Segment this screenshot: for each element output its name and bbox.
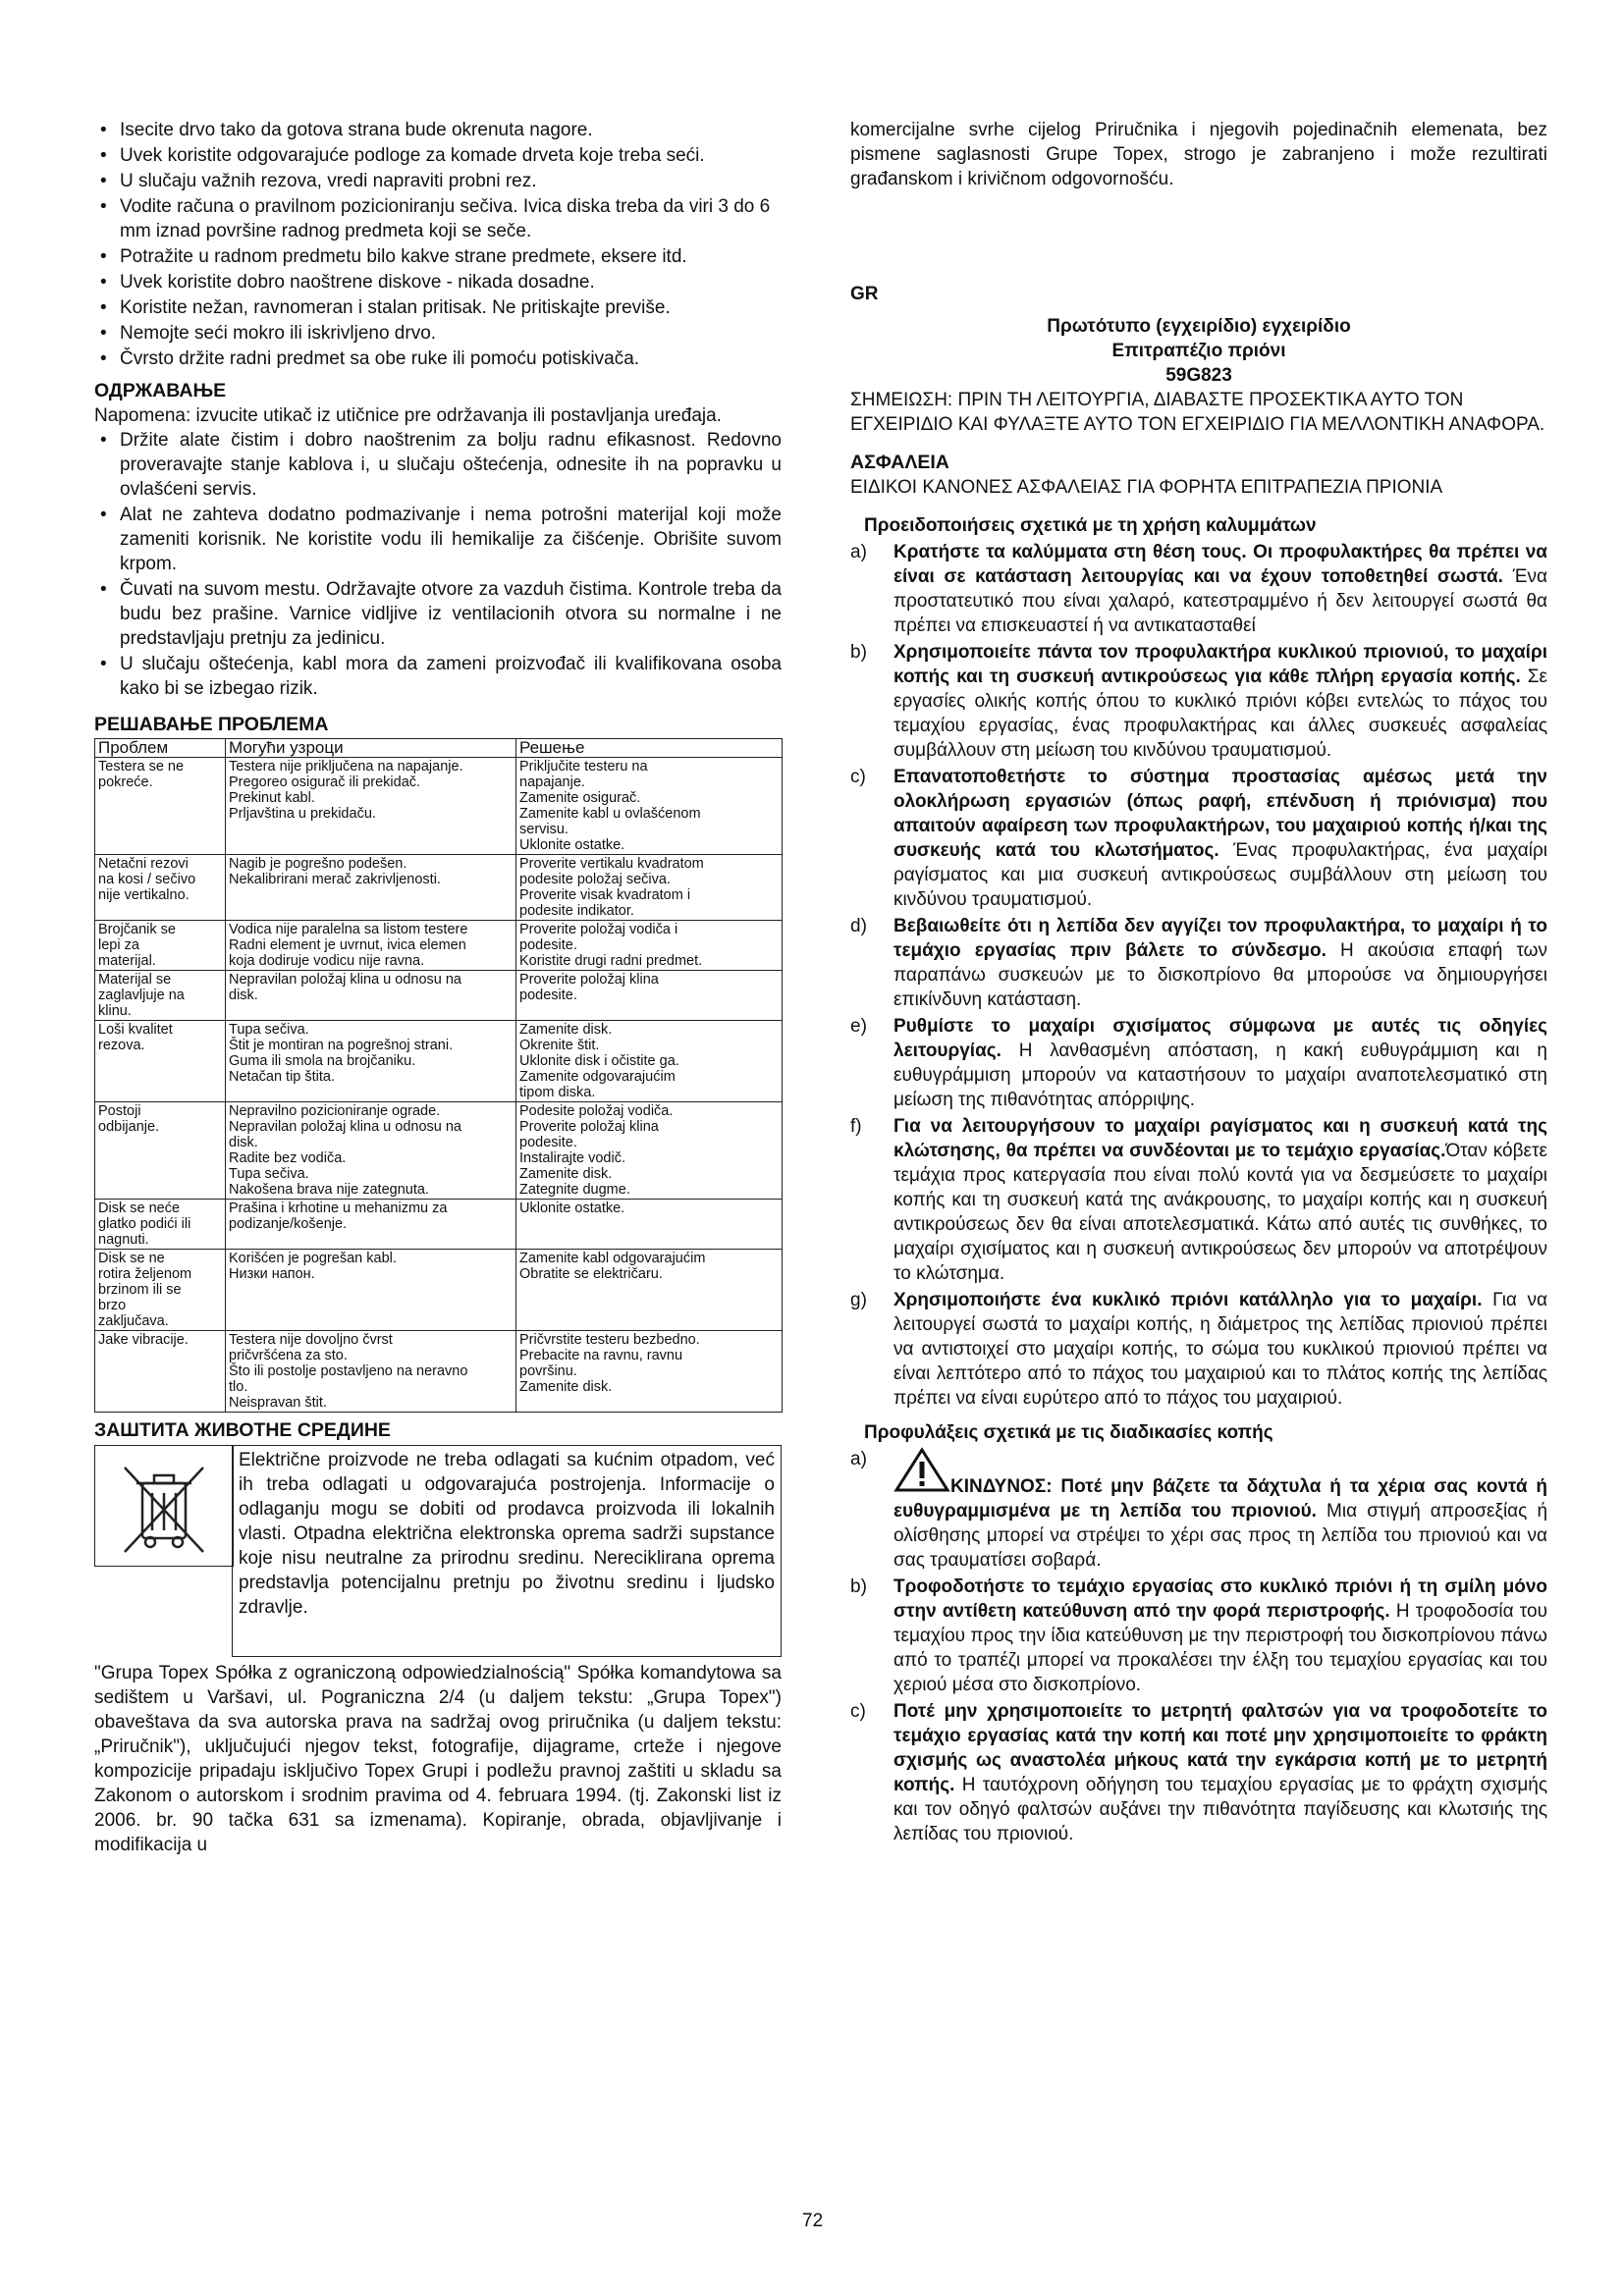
cell-line: Prljavština u prekidaču. xyxy=(229,806,376,822)
entry-text: Η ταυτόχρονη οδήγηση του τεμαχίου εργασίας με το φράχτη σχισμής και τον οδηγό φαλτσών αυξάνει την πιθανότητα παγίδευσης και κλωτσιής της λεπίδας του πριονιού. xyxy=(893,1775,1547,1844)
cell-solutions xyxy=(516,921,783,971)
cutting-tip: • Uvek koristite odgovarajuće podloge za komade drveta koje treba seći. xyxy=(94,143,782,168)
cutting-tip: • Čvrsto držite radni predmet sa obe ruke ili pomoću potiskivača. xyxy=(94,347,782,371)
cell-line: disk. xyxy=(229,988,258,1003)
cell-problem xyxy=(95,971,226,1021)
table-row xyxy=(95,1250,783,1331)
cell-line: Nepravilno pozicioniranje ograde. xyxy=(229,1103,441,1119)
cell-line: pričvršćena za sto. xyxy=(229,1348,348,1363)
cutting-list xyxy=(850,1447,1547,1846)
cell-line: Okrenite štit. xyxy=(519,1038,600,1053)
cell-causes xyxy=(226,1250,516,1331)
cell-problem xyxy=(95,1331,226,1413)
cell-line: napajanje. xyxy=(519,774,585,790)
cell-line: klinu. xyxy=(98,1003,132,1019)
cell-line: Netačni rezovi xyxy=(98,856,189,872)
cell-line: Štit je montiran na pogrešnoj strani. xyxy=(229,1038,454,1053)
cell-problem xyxy=(95,1250,226,1331)
cell-line: Materijal se xyxy=(98,972,172,988)
maintenance-note: Napomena: izvucite utikač iz utičnice pre održavanja ili postavljanja uređaja. xyxy=(94,405,722,426)
cell-line: Proverite visak kvadratom i xyxy=(519,887,691,903)
cell-line: Zategnite dugme. xyxy=(519,1182,630,1198)
cell-line: Uklonite ostatke. xyxy=(519,1201,625,1216)
troubleshooting-heading: РЕШАВАЊЕ ПРОБЛЕМА xyxy=(94,714,329,735)
table-row xyxy=(95,1102,783,1200)
cell-line: Koristite drugi radni predmet. xyxy=(519,953,703,969)
cell-line: Pričvrstite testeru bezbedno. xyxy=(519,1332,700,1348)
col-header-solution: Решење xyxy=(516,739,783,758)
cell-line: Proverite položaj klina xyxy=(519,972,659,988)
cell-line: Loši kvalitet xyxy=(98,1022,173,1038)
environment-heading: ЗАШТИТА ЖИВОТНЕ СРЕДИНЕ xyxy=(94,1419,391,1441)
cell-solutions xyxy=(516,1102,783,1200)
copyright-continuation: komercijalne svrhe cijelog Priručnika i njegovih pojedinačnih elemenata, bez pismene saglasnosti Grupe Topex, strogo je zabranjeno i može rezultirati građanskom i krivičnom odgovornošću. xyxy=(850,120,1547,189)
right-column xyxy=(850,118,1547,1848)
entry-bold: Τροφοδοτήστε το τεμάχιο εργασίας στο κυκλικό πριόνι ή τη σμίλη μόνο στην αντίθετη κατεύθυνση από την φορά περιστροφής. xyxy=(893,1576,1547,1622)
entry-text: Ένας προφυλακτήρας, ένα μαχαίρι ραγίσματος και μια συσκευή αντικρούσεως συμβάλλουν στη μείωση του κινδύνου τραυματισμού. xyxy=(893,840,1547,910)
cell-line: pokreće. xyxy=(98,774,153,790)
cell-line: rotira željenom xyxy=(98,1266,192,1282)
entry-bold: Κρατήστε τα καλύμματα στη θέση τους. Οι προφυλακτήρες θα πρέπει να είναι σε κατάσταση λειτουργίας και να έχουν τοποθετηθεί σωστά. xyxy=(893,542,1547,587)
entry-body xyxy=(893,1701,1547,1844)
cell-line: Vodica nije paralelna sa listom testere xyxy=(229,922,468,937)
cell-line: disk. xyxy=(229,1135,258,1150)
cell-line: koja dodiruje vodicu nije ravna. xyxy=(229,953,425,969)
entry-text: Ένα προστατευτικό που είναι χαλαρό, κατεστραμμένο ή δεν λειτουργεί σωστά θα πρέπει να επισκευαστεί ή να αντικατασταθεί xyxy=(893,566,1547,636)
table-row xyxy=(95,921,783,971)
cell-line: Tupa sečiva. xyxy=(229,1022,309,1038)
cell-line: Podesite položaj vodiča. xyxy=(519,1103,674,1119)
cutting-tip: • Uvek koristite dobro naoštrene diskove - nikada dosadne. xyxy=(94,270,782,294)
cell-problem xyxy=(95,1102,226,1200)
entry-bold: Επανατοποθετήστε το σύστημα προστασίας αμέσως μετά την ολοκλήρωση εργασιών (όπως ραφή, επένδυση ή πριόνισμα) που απαιτούν αφαίρεση των προφυλακτήρων, του μαχαιριού κοπής ή/και της συσκευής κατά του κλωτσήματος. xyxy=(893,767,1547,861)
cell-line: Nakošena brava nije zategnuta. xyxy=(229,1182,429,1198)
entry-bold: Χρησιμοποιήστε ένα κυκλικό πριόνι κατάλληλο για το μαχαίρι. xyxy=(893,1290,1483,1310)
cell-line: Radite bez vodiča. xyxy=(229,1150,347,1166)
left-column xyxy=(94,118,782,1857)
cell-line: Uklonite disk i očistite ga. xyxy=(519,1053,679,1069)
cell-problem xyxy=(95,855,226,921)
cell-line: Prašina i krhotine u mehanizmu za xyxy=(229,1201,448,1216)
entry-bold: Ποτέ μην χρησιμοποιείτε το μετρητή φαλτσών για να τροφοδοτείτε το τεμάχιο εργασίας κατά την κοπή και ποτέ μην χρησιμοποιείτε το φράκτη σχισμής ως αναστολέα μήκους κατά την εγκάρσια κοπή με το μετρητή κοπής. xyxy=(893,1701,1547,1795)
cell-causes xyxy=(226,758,516,855)
list-entry xyxy=(850,1575,1547,1697)
entry-label: a) xyxy=(850,542,867,562)
cell-line: Uklonite ostatke. xyxy=(519,837,625,853)
entry-bold: Για να λειτουργήσουν το μαχαίρι ραγίσματος και η συσκευή κατά της κλώτσησης, θα πρέπει να συνδέονται με το τεμάχιο εργασίας. xyxy=(893,1116,1547,1161)
copyright-text: "Grupa Topex Spółka z ograniczoną odpowiedzialnością" Spółka komandytowa sa sedištem u Varšavi, ul. Pograniczna 2/4 (u daljem tekstu: „Grupa Topex") obaveštava da sva autorska prava na sadržaj ovog priručnika (u daljem tekstu: „Priručnik"), uključujući njegov tekst, fotografije, dijagrame, crteže i njegove kompozicije pripadaju isključivo Topex Grupi i podležu pravnoj zaštiti u skladu sa Zakonom o autorskom i srodnim pravima od 4. februara 1994. (tj. Zakonski list iz 2006. br. 90 tačka 631 sa izmenama). Kopiranje, obrada, objavljivanje i modifikacija u xyxy=(94,1663,782,1855)
cell-line: Zamenite disk. xyxy=(519,1166,613,1182)
cell-line: Низки напон. xyxy=(229,1266,315,1282)
cell-line: Zamenite odgovarajućim xyxy=(519,1069,676,1085)
entry-body xyxy=(893,916,1547,1010)
model-number: 59G823 xyxy=(1165,365,1232,386)
cell-line: Nagib je pogrešno podešen. xyxy=(229,856,407,872)
manual-title: Πρωτότυπο (εγχειρίδιο) εγχειρίδιο xyxy=(1047,316,1351,337)
entry-label: c) xyxy=(850,767,866,787)
entry-text: Σε εργασίες ολικής κοπής όπου το κυκλικό πριόνι κόβει εντελώς το πάχος του τεμαχίου εργασίας, ένας προφυλακτήρας και άλλες συσκευές ασφαλείας συμβάλλουν στη μείωση του κινδύνου τραυματισμού. xyxy=(893,667,1547,761)
cell-problem xyxy=(95,758,226,855)
cell-line: podizanje/košenje. xyxy=(229,1216,348,1232)
entry-text: Μια στιγμή απροσεξίας ή ολίσθησης μπορεί να στρέψει το χέρι σας προς τη λεπίδα του πριονιού και να σας τραυματίσει σοβαρά. xyxy=(893,1501,1548,1571)
entry-text: Όταν κόβετε τεμάχια προς κατεργασία που είναι πολύ κοντά για να δεσμεύσετε το μαχαίρι κοπής και τη συσκευή κατά της ανάκρουσης, το μαχαίρι κοπής και η συσκευή αντικρούσεως δεν θα είναι αποτελεσματικά. Κάτω από αυτές τις συνθήκες, το μαχαίρι σχισίματος και η συσκευή αντικρούσεως δεν μπορούν να αποτρέψουν το κλώτσημα. xyxy=(893,1141,1547,1284)
list-entry xyxy=(850,914,1547,1012)
cell-line: Netačan tip štita. xyxy=(229,1069,335,1085)
guards-heading: Προειδοποιήσεις σχετικά με τη χρήση καλυμμάτων xyxy=(864,515,1317,536)
cell-line: glatko podići ili xyxy=(98,1216,191,1232)
cell-solutions xyxy=(516,971,783,1021)
entry-label: g) xyxy=(850,1290,867,1310)
entry-label: c) xyxy=(850,1701,866,1722)
cell-causes xyxy=(226,1200,516,1250)
cutting-tip: • Nemojte seći mokro ili iskrivljeno drvo. xyxy=(94,321,782,346)
cell-line: Radni element je uvrnut, ivica elemen xyxy=(229,937,466,953)
entry-text: Η λανθασμένη απόσταση, η κακή ευθυγράμμιση και η ευθυγράμμιση μπορούν να καταστήσουν το μαχαίρι αναποτελεσματικό στη μείωση της πιθανότητας απόρριψης. xyxy=(893,1041,1547,1110)
cutting-tip: • U slučaju važnih rezova, vredi napraviti probni rez. xyxy=(94,169,782,193)
list-entry xyxy=(850,540,1547,638)
cell-line: podesite. xyxy=(519,988,577,1003)
entry-bold: Ρυθμίστε το μαχαίρι σχισίματος σύμφωνα με αυτές τις οδηγίες λειτουργίας. xyxy=(893,1016,1547,1061)
cell-line: materijal. xyxy=(98,953,156,969)
safety-subheading: ΕΙΔΙΚΟΙ ΚΑΝΟΝΕΣ ΑΣΦΑΛΕΙΑΣ ΓΙΑ ΦΟΡΗΤΑ ΕΠΙΤΡΑΠΕΖΙΑ ΠΡΙΟΝΙΑ xyxy=(850,477,1443,498)
maintenance-list xyxy=(94,428,782,701)
cutting-heading: Προφυλάξεις σχετικά με τις διαδικασίες κοπής xyxy=(864,1422,1273,1443)
cell-line: odbijanje. xyxy=(98,1119,160,1135)
cell-line: Prebacite na ravnu, ravnu xyxy=(519,1348,683,1363)
cell-line: Postoji xyxy=(98,1103,141,1119)
cell-line: površinu. xyxy=(519,1363,577,1379)
cell-line: Neispravan štit. xyxy=(229,1395,327,1411)
cell-line: Obratite se električaru. xyxy=(519,1266,663,1282)
table-row xyxy=(95,1200,783,1250)
cell-problem xyxy=(95,1021,226,1102)
cell-line: Jake vibracije. xyxy=(98,1332,189,1348)
cell-problem xyxy=(95,1200,226,1250)
cell-causes xyxy=(226,1331,516,1413)
entry-label: a) xyxy=(850,1449,867,1469)
list-entry xyxy=(850,1114,1547,1286)
maintenance-item: • U slučaju oštećenja, kabl mora da zameni proizvođač ili kvalifikovana osoba kako bi se izbegao rizik. xyxy=(94,652,782,701)
cell-line: Proverite vertikalu kvadratom xyxy=(519,856,704,872)
table-row xyxy=(95,971,783,1021)
cell-solutions xyxy=(516,1250,783,1331)
maintenance-heading: ОДРЖАВАЊЕ xyxy=(94,380,227,401)
cell-line: Pregoreo osigurač ili prekidač. xyxy=(229,774,421,790)
cell-line: Testera nije priključena na napajanje. xyxy=(229,759,463,774)
cell-line: zaključava. xyxy=(98,1313,169,1329)
list-entry xyxy=(850,1288,1547,1411)
entry-bold: ΚΙΝΔΥΝΟΣ: Ποτέ μην βάζετε τα δάχτυλα ή τα χέρια σας κοντά ή ευθυγραμμισμένα με τη λεπίδα του πριονιού. xyxy=(893,1476,1547,1522)
maintenance-item: • Čuvati na suvom mestu. Održavajte otvore za vazduh čistima. Kontrole treba da budu bez prašine. Varnice vidljive iz ventilacionih otvora su normalne i ne predstavljaju pretnju za jedinicu. xyxy=(94,577,782,651)
col-header-problem: Проблем xyxy=(95,739,226,758)
list-entry xyxy=(850,1447,1547,1573)
cell-line: Tupa sečiva. xyxy=(229,1166,309,1182)
maintenance-item: • Alat ne zahteva dodatno podmazivanje i nema potrošni materijal koji može zameniti korisnik. Ne koristite vodu ili hemikalije za čišćenje. Obrišite suvom krpom. xyxy=(94,503,782,576)
cell-causes xyxy=(226,1021,516,1102)
cell-line: Zamenite kabl u ovlašćenom xyxy=(519,806,701,822)
cell-line: Zamenite disk. xyxy=(519,1379,613,1395)
cell-line: zaglavljuje na xyxy=(98,988,185,1003)
cell-line: Zamenite osigurač. xyxy=(519,790,641,806)
cell-causes xyxy=(226,971,516,1021)
entry-bold: Βεβαιωθείτε ότι η λεπίδα δεν αγγίζει τον προφυλακτήρα, το μαχαίρι ή το τεμάχιο εργασίας πριν βάλετε το σύνδεσμο. xyxy=(893,916,1547,961)
entry-body xyxy=(893,1576,1547,1695)
entry-bold: Χρησιμοποιείτε πάντα τον προφυλακτήρα κυκλικού πριονιού, το μαχαίρι κοπής και τη συσκευή αντικρούσεως για κάθε πλήρη εργασία κοπής. xyxy=(893,642,1547,687)
cell-line: Proverite položaj vodiča i xyxy=(519,922,678,937)
cell-line: Priključite testeru na xyxy=(519,759,648,774)
list-entry xyxy=(850,765,1547,912)
cell-line: podesite položaj sečiva. xyxy=(519,872,671,887)
maintenance-item: • Držite alate čistim i dobro naoštrenim za bolju radnu efikasnost. Redovno proveravajte stanje kablova i, u slučaju oštećenja, odnesite ih na popravku u ovlašćeni servis. xyxy=(94,428,782,502)
cell-line: podesite. xyxy=(519,937,577,953)
col-header-causes: Могући узроци xyxy=(226,739,516,758)
cell-line: podesite indikator. xyxy=(519,903,634,919)
list-entry xyxy=(850,1014,1547,1112)
entry-text: Η τροφοδοσία του τεμαχίου προς την ίδια κατεύθυνση με την περιστροφή του δισκοπρίονου πάνω από το τραπέζι μπορεί να προκαλέσει την έλξη του τεμαχίου εργασίας και του χεριού μέσα στο δισκοπρίονο. xyxy=(893,1601,1547,1695)
cell-solutions xyxy=(516,855,783,921)
safety-heading: ΑΣΦΑΛΕΙΑ xyxy=(850,452,949,473)
cell-line: Instalirajte vodič. xyxy=(519,1150,625,1166)
cell-line: Prekinut kabl. xyxy=(229,790,315,806)
cell-line: Brojčanik se xyxy=(98,922,176,937)
cell-line: tipom diska. xyxy=(519,1085,596,1100)
environment-text: Električne proizvode ne treba odlagati sa kućnim otpadom, već ih treba odlagati u odgovarajuća postrojenja. Informacije o odlaganju mogu se dobiti od prodavca proizvoda ili lokalnih vlasti. Otpadna električna elektronska oprema sadrži supstance koje nisu neutralne za prirodnu sredinu. Nereciklirana oprema predstavlja potencijalnu pretnju po životnu sredinu i ljudsko zdravlje. xyxy=(232,1445,782,1657)
cutting-tip: • Potražite u radnom predmetu bilo kakve strane predmete, eksere itd. xyxy=(94,244,782,269)
cell-line: Testera nije dovoljno čvrst xyxy=(229,1332,393,1348)
entry-label: b) xyxy=(850,1576,867,1597)
cell-line: Disk se ne xyxy=(98,1251,165,1266)
cell-solutions xyxy=(516,1021,783,1102)
cell-line: rezova. xyxy=(98,1038,145,1053)
cell-line: Korišćen je pogrešan kabl. xyxy=(229,1251,397,1266)
entry-label: d) xyxy=(850,916,867,936)
cell-solutions xyxy=(516,1200,783,1250)
cell-line: Nepravilan položaj klina u odnosu na xyxy=(229,972,461,988)
entry-body xyxy=(893,1290,1547,1409)
list-entry xyxy=(850,640,1547,763)
product-name: Επιτραπέζιο πριόνι xyxy=(1111,341,1286,361)
cutting-tips-list xyxy=(94,118,782,371)
cell-line: Što ili postolje postavljeno na neravno xyxy=(229,1363,468,1379)
weee-bin-icon xyxy=(94,1445,234,1567)
cell-problem xyxy=(95,921,226,971)
entry-body xyxy=(893,542,1547,636)
cell-line: Proverite položaj klina xyxy=(519,1119,659,1135)
cutting-tip: • Vodite računa o pravilnom pozicioniranju sečiva. Ivica diska treba da viri 3 do 6 mm iznad površine radnog predmeta koji se seče. xyxy=(94,194,782,243)
cell-line: Guma ili smola na brojčaniku. xyxy=(229,1053,416,1069)
cell-line: podesite. xyxy=(519,1135,577,1150)
cell-line: brzo xyxy=(98,1298,127,1313)
cell-line: tlo. xyxy=(229,1379,248,1395)
troubleshooting-table xyxy=(94,738,783,1413)
entry-body xyxy=(893,1116,1547,1284)
cell-causes xyxy=(226,1102,516,1200)
entry-label: e) xyxy=(850,1016,867,1037)
entry-label: f) xyxy=(850,1116,862,1137)
entry-label: b) xyxy=(850,642,867,663)
page-number: 72 xyxy=(802,2211,824,2231)
cutting-tip: • Isecite drvo tako da gotova strana bude okrenuta nagore. xyxy=(94,118,782,142)
environment-box xyxy=(94,1445,782,1659)
entry-body xyxy=(893,1016,1547,1110)
cell-line: Zamenite kabl odgovarajućim xyxy=(519,1251,706,1266)
language-code: GR xyxy=(850,284,879,304)
warning-triangle-icon xyxy=(893,1447,950,1499)
cell-causes xyxy=(226,855,516,921)
cell-line: na kosi / sečivo xyxy=(98,872,196,887)
read-notice: ΣΗΜΕΙΩΣΗ: ΠΡΙΝ ΤΗ ΛΕΙΤΟΥΡΓΙΑ, ΔΙΑΒΑΣΤΕ ΠΡΟΣΕΚΤΙΚΑ ΑΥΤΟ ΤΟΝ ΕΓΧΕΙΡΙΔΙΟ ΚΑΙ ΦΥΛΑΞΤΕ ΑΥΤΟ ΤΟΝ ΕΓΧΕΙΡΙΔΙΟ ΓΙΑ ΜΕΛΛΟΝΤΙΚΗ ΑΝΑΦΟΡΑ. xyxy=(850,390,1545,435)
cell-line: Testera se ne xyxy=(98,759,185,774)
cell-line: Nekalibrirani merač zakrivljenosti. xyxy=(229,872,441,887)
cell-line: Zamenite disk. xyxy=(519,1022,613,1038)
cell-solutions xyxy=(516,1331,783,1413)
cell-line: nije vertikalno. xyxy=(98,887,189,903)
list-entry xyxy=(850,1699,1547,1846)
entry-body xyxy=(893,1476,1547,1571)
cell-line: Nepravilan položaj klina u odnosu na xyxy=(229,1119,461,1135)
table-row xyxy=(95,1331,783,1413)
cell-line: brzinom ili se xyxy=(98,1282,182,1298)
cutting-tip: • Koristite nežan, ravnomeran i stalan pritisak. Ne pritiskajte previše. xyxy=(94,295,782,320)
entry-body xyxy=(893,767,1547,910)
entry-body xyxy=(893,642,1547,761)
table-row xyxy=(95,855,783,921)
guards-list xyxy=(850,540,1547,1411)
cell-solutions xyxy=(516,758,783,855)
table-row xyxy=(95,758,783,855)
cell-line: nagnuti. xyxy=(98,1232,149,1248)
cell-causes xyxy=(226,921,516,971)
entry-text: Η ακούσια επαφή των παραπάνω συσκευών με το δισκοπρίονο θα μπορούσε να δημιουργήσει επικίνδυνη κατάσταση. xyxy=(893,940,1548,1010)
cell-line: Disk se neće xyxy=(98,1201,181,1216)
cell-line: servisu. xyxy=(519,822,568,837)
table-row xyxy=(95,1021,783,1102)
entry-text: Για να λειτουργεί σωστά το μαχαίρι κοπής, η διάμετρος της λεπίδας πριονιού πρέπει να αντιστοιχεί στο μαχαίρι κοπής, το σώμα του κυκλικού πριονιού πρέπει να είναι λεπτότερο από το πάχος του μαχαιριού και το πλάτος κοπής της λεπίδας πρέπει να είναι ευρύτερο από το πάχος του μαχαιριού. xyxy=(893,1290,1547,1409)
cell-line: lepi za xyxy=(98,937,139,953)
